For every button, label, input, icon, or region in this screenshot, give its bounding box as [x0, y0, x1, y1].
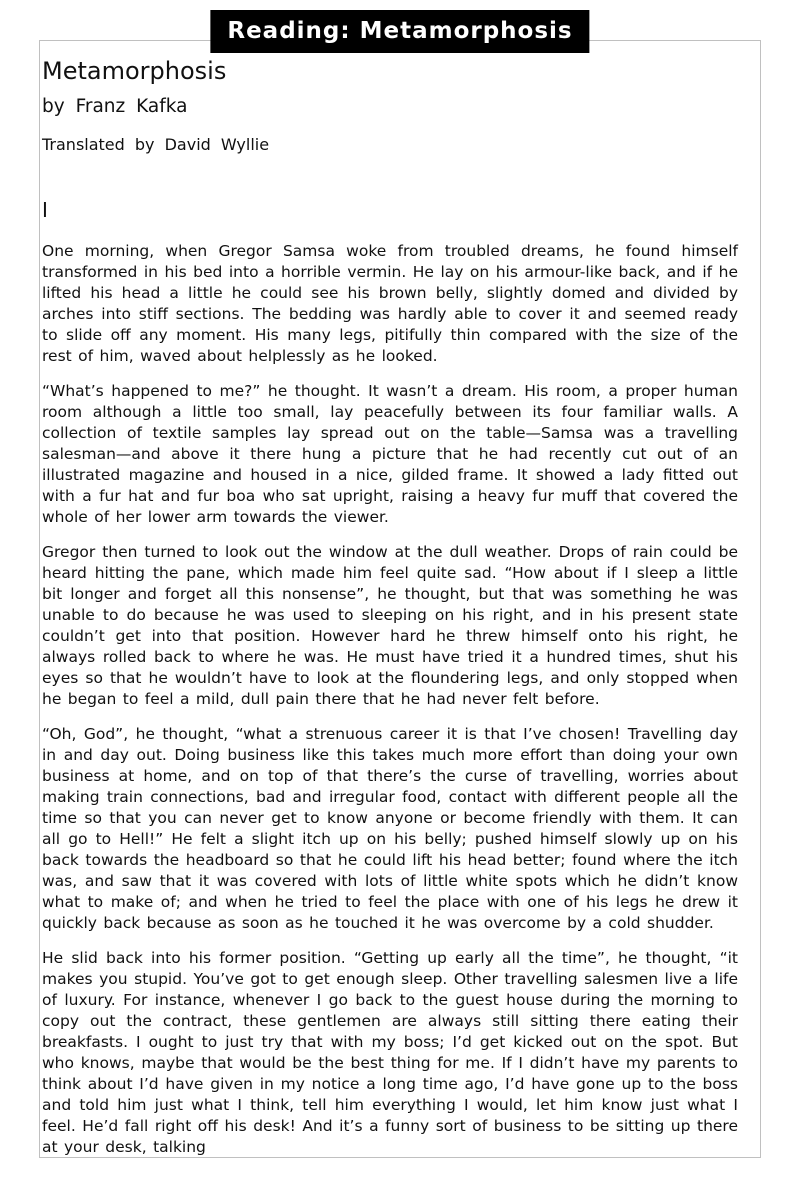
story-paragraph-2: “What’s happened to me?” he thought. It wasn’t a dream. His room, a proper human room although a little too small, lay peacefully between its four familiar walls. A collection of textile samples lay spread out on the table—Samsa was a travelling salesman—and above it there hung a picture that he had recently cut out of an illustrated magazine and housed in a nice, gilded frame. It showed a lady fitted out with a fur hat and fur boa who sat upright, raising a heavy fur muff that covered the whole of her lower arm towards the viewer.	[42, 382, 738, 526]
story-paragraph-1: One morning, when Gregor Samsa woke from troubled dreams, he found himself transformed in his bed into a horrible vermin. He lay on his armour-like back, and if he lifted his head a little he could see his brown belly, slightly domed and divided by arches into stiff sections. The bedding was hardly able to cover it and seemed ready to slide off any moment. His many legs, pitifully thin compared with the size of the rest of him, waved about helplessly as he looked.	[42, 242, 738, 365]
document-page	[39, 40, 761, 1158]
story-paragraph-4: “Oh, God”, he thought, “what a strenuous career it is that I’ve chosen! Travelling day in and day out. Doing business like this takes much more effort than doing your own business at home, and on top of that there’s the curse of travelling, worries about making train connections, bad and irregular food, contact with different people all the time so that you can never get to know anyone or become friendly with them. It can all go to Hell!” He felt a slight itch up on his belly; pushed himself slowly up on his back towards the headboard so that he could lift his head better; found where the itch was, and saw that it was covered with lots of little white spots which he didn’t know what to make of; and when he tried to feel the place with one of his legs he drew it quickly back because as soon as he touched it he was overcome by a cold shudder.	[42, 725, 738, 932]
story-paragraph-3: Gregor then turned to look out the window at the dull weather. Drops of rain could be heard hitting the pane, which made him feel quite sad. “How about if I sleep a little bit longer and forget all this nonsense”, he thought, but that was something he was unable to do because he was used to sleeping on his right, and in his present state couldn’t get into that position. However hard he threw himself onto his right, he always rolled back to where he was. He must have tried it a hundred times, shut his eyes so that he wouldn’t have to look at the floundering legs, and only stopped when he began to feel a mild, dull pain there that he had never felt before.	[42, 543, 738, 708]
reading-banner: Reading: Metamorphosis	[210, 10, 589, 53]
story-paragraph-5: He slid back into his former position. “Getting up early all the time”, he thought, “it makes you stupid. You’ve got to get enough sleep. Other travelling salesmen live a life of luxury. For instance, whenever I go back to the guest house during the morning to copy out the contract, these gentlemen are always still sitting there eating their breakfasts. I ought to just try that with my boss; I’d get kicked out on the spot. But who knows, maybe that would be the best thing for me. If I didn’t have my parents to think about I’d have given in my notice a long time ago, I’d have gone up to the boss and told him just what I think, tell him everything I would, let him know just what I feel. He’d fall right off his desk! And it’s a funny sort of business to be sitting up there at your desk, talking	[42, 949, 738, 1156]
author-byline: by Franz Kafka	[42, 96, 188, 117]
translator-line: Translated by David Wyllie	[42, 135, 270, 154]
document-title: Metamorphosis	[42, 57, 227, 85]
chapter-heading: I	[42, 198, 48, 222]
